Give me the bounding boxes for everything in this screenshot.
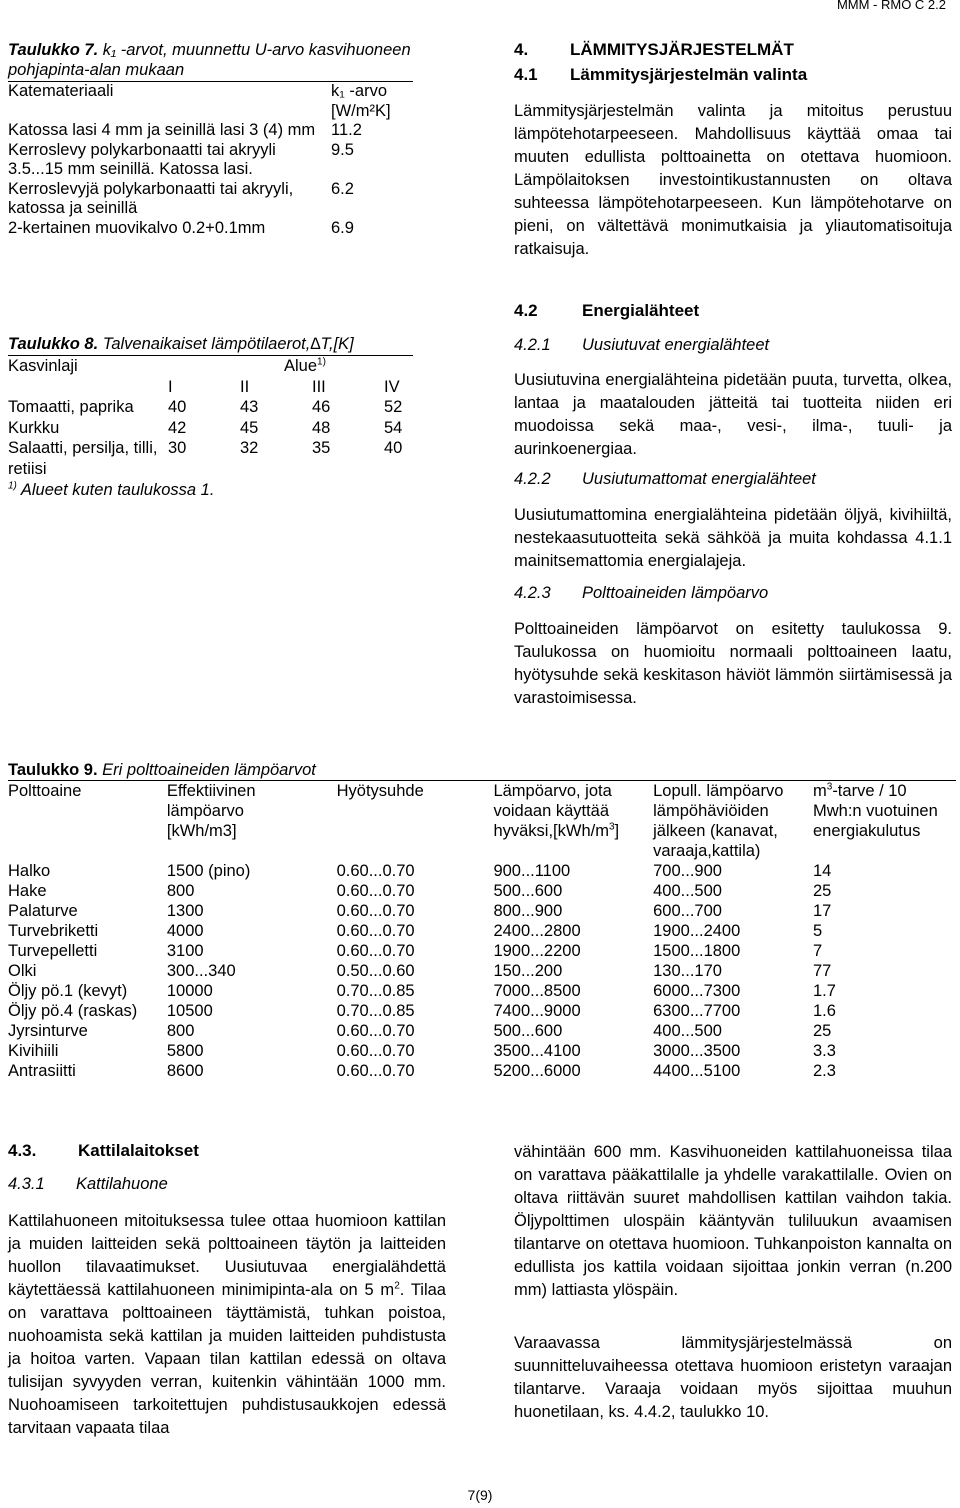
table9-header-usable-end: ] xyxy=(614,822,620,840)
table9-cell: 400...500 xyxy=(653,1022,722,1040)
table8-cell: 35 xyxy=(312,439,331,457)
table9-header-final-text: Lopull. lämpöarvo lämpöhäviöiden jälkeen (kanavat, varaaja,kattila) xyxy=(653,782,784,860)
table8-cell: 42 xyxy=(168,418,187,437)
table9 xyxy=(8,781,953,1081)
section-4-1-text: Lämmitysjärjestelmän valinta ja mitoitus perustuu lämpötehotarpeeseen. Mahdollisuus käyttää omaa tai muuten edullista polttoainetta on otettava huomioon. Lämpölaitoksen investointikustannusten on oltava suhteessa lämpötehotarpeeseen. Kun lämpötehotarve on pieni, on vältettävä monimutkaisia ja yliautomatisoituja ratkaisuja. xyxy=(514,102,952,258)
table8-footnote-mark: 1) xyxy=(8,480,17,492)
table9-cell-fuel: Turvepelletti xyxy=(8,942,98,960)
table9-cell-fuel: Turvebriketti xyxy=(8,922,99,940)
section-4-2-2-title: Uusiutumattomat energialähteet xyxy=(582,470,816,488)
section-4-1-title: Lämmitysjärjestelmän valinta xyxy=(570,65,808,84)
table9-cell: 6000...7300 xyxy=(653,982,741,1000)
table-row xyxy=(8,921,953,941)
section-4-number: 4. xyxy=(514,40,529,59)
section-4-3-1-text-sup: 2 xyxy=(394,1280,400,1292)
section-4-2-title: Energialähteet xyxy=(582,301,700,320)
table-row xyxy=(8,438,413,479)
table9-cell: 500...600 xyxy=(493,1022,563,1040)
table9-cell: 5 xyxy=(813,922,823,940)
table9-cell: 0.60...0.70 xyxy=(336,942,415,960)
table-row xyxy=(8,961,953,981)
table9-cell: 5200...6000 xyxy=(493,1062,581,1080)
section-4-2-3-title: Polttoaineiden lämpöarvo xyxy=(582,584,769,602)
table8-cell: 30 xyxy=(168,439,187,457)
table8-zone: II xyxy=(240,377,250,396)
table9-cell: 1.7 xyxy=(813,982,836,1000)
table9-cell: 900...1100 xyxy=(493,862,571,880)
table9-cell: 17 xyxy=(813,902,832,920)
table8-cell: 46 xyxy=(312,398,331,416)
table9-header-row xyxy=(8,781,953,861)
table7-cell-value: 11.2 xyxy=(331,121,362,139)
table9-header-eff-value xyxy=(167,781,337,861)
table9-cell: 700...900 xyxy=(653,862,722,880)
table8 xyxy=(8,356,413,479)
table9-cell: 7000...8500 xyxy=(493,982,581,1000)
table8-cell: 32 xyxy=(240,439,259,457)
table7-title xyxy=(8,40,418,80)
table8-zone: I xyxy=(168,377,173,396)
table8-cell: 43 xyxy=(240,398,259,416)
table9-cell-fuel: Öljy pö.4 (raskas) xyxy=(8,1002,138,1020)
table9-header-usable-text: Lämpöarvo, jota voidaan käyttää hyväksi,[kWh/m xyxy=(493,782,612,840)
table9-header-need-pre: m xyxy=(813,782,827,800)
table9-cell: 1900...2200 xyxy=(493,942,581,960)
table9-cell: 0.60...0.70 xyxy=(336,1042,415,1060)
section-4-2-number: 4.2 xyxy=(514,301,538,320)
section-4-2-1-heading xyxy=(514,336,769,355)
document-code: MMM - RMO C 2.2 xyxy=(836,0,946,12)
section-4-3-1-text-continued: vähintään 600 mm. Kasvihuoneiden kattilahuoneissa tilaa on varattava pääkattilalle ja yhdelle varakattilalle. Ovien on oltava riittävän suuret mahdollisen kattilan vaihdon takia. Öljypolttimen ulospäin kääntyvän tuliluukun avaamisen tilantarve on otettava huomioon. Tuhkanpoiston kannalta on edullista jos kattila voidaan sijoittaa jonkin verran (n.200 mm) lattiasta ylöspäin. xyxy=(514,1143,952,1299)
table8-caption: Talvenaikaiset lämpötilaerot,∆T,[K] xyxy=(102,335,354,353)
section-4-2-3-text: Polttoaineiden lämpöarvot on esitetty taulukossa 9. Taulukossa on huomioitu normaali polttoaineen laatu, hyötysuhde sekä keskitason häviöt lämmön siirtämisessä ja varastoimisessa. xyxy=(514,620,952,707)
table8-cell-name: Salaatti, persilja, tilli, retiisi xyxy=(8,439,158,478)
table8-zone-row xyxy=(8,377,413,398)
table7-label: Taulukko 7. xyxy=(8,41,99,59)
table8-header-zone xyxy=(168,356,413,377)
table7-cell-material: Kerroslevy polykarbonaatti tai akryyli 3.5...15 mm seinillä. Katossa lasi. xyxy=(8,140,276,178)
table-row xyxy=(8,397,413,418)
table8-title xyxy=(8,334,418,354)
table7-header-row xyxy=(8,82,413,121)
table9-cell: 800...900 xyxy=(493,902,563,920)
table9-cell-fuel: Halko xyxy=(8,862,51,880)
table9-cell: 5800 xyxy=(166,1042,204,1060)
table8-zone: IV xyxy=(384,377,400,396)
table9-label: Taulukko 9. xyxy=(8,761,98,779)
table-row xyxy=(8,1021,953,1041)
table7-cell-material: Katossa lasi 4 mm ja seinillä lasi 3 (4) mm xyxy=(8,121,316,139)
table9-cell-fuel: Kivihiili xyxy=(8,1042,59,1060)
section-4-3-title: Kattilalaitokset xyxy=(78,1141,199,1160)
table9-cell: 0.60...0.70 xyxy=(336,882,415,900)
table9-cell: 800 xyxy=(166,1022,195,1040)
table9-cell: 1500 (pino) xyxy=(166,862,251,880)
table9-header-need-sup: 3 xyxy=(826,781,833,793)
page-header xyxy=(0,0,960,14)
section-4-1-heading xyxy=(514,65,807,85)
table9-cell: 4400...5100 xyxy=(653,1062,741,1080)
table-row xyxy=(8,219,413,239)
table8-zone-footnote-mark: 1) xyxy=(317,356,326,368)
table9-cell: 7 xyxy=(813,942,823,960)
table-row xyxy=(8,981,953,1001)
table7-cell-value: 6.2 xyxy=(331,179,354,198)
table9-header-fuel: Polttoaine xyxy=(8,782,82,800)
table9-header-efficiency: Hyötysuhde xyxy=(336,782,424,800)
table8-header-row xyxy=(8,356,413,377)
table9-cell: 25 xyxy=(813,882,832,900)
table9-cell: 10500 xyxy=(166,1002,213,1020)
table9-cell: 1900...2400 xyxy=(653,922,741,940)
table7-caption: k₁ -arvot, muunnettu U-arvo kasvihuoneen pohjapinta-alan mukaan xyxy=(8,41,411,79)
section-4-2-2-text: Uusiutumattomina energialähteina pidetään öljyä, kivihiiltä, nestekaasutuotteita sekä sähköä ja muita kohdassa 4.1.1 mainitsemattomia energialajeja. xyxy=(514,506,952,570)
section-4-2-1-number: 4.2.1 xyxy=(514,336,551,354)
table8-zone-label: Alue xyxy=(284,357,318,375)
table9-cell-fuel: Olki xyxy=(8,962,37,980)
section-4-1-number: 4.1 xyxy=(514,65,538,84)
table9-header-eff-value-text: Effektiivinen lämpöarvo [kWh/m3] xyxy=(166,782,256,840)
table-row xyxy=(8,418,413,439)
table9-cell: 0.60...0.70 xyxy=(336,1022,415,1040)
table9-cell: 500...600 xyxy=(493,882,563,900)
section-4-2-2-number: 4.2.2 xyxy=(514,470,551,488)
table9-header-need xyxy=(813,781,953,861)
table7 xyxy=(8,82,413,238)
section-4-3-1-number: 4.3.1 xyxy=(8,1175,45,1193)
table9-cell: 150...200 xyxy=(493,962,563,980)
section-4-heading xyxy=(514,40,794,60)
table9-cell: 130...170 xyxy=(653,962,722,980)
table9-cell: 1300 xyxy=(166,902,204,920)
section-4-2-1-title: Uusiutuvat energialähteet xyxy=(582,336,770,354)
table8-cell-name: Kurkku xyxy=(8,418,60,437)
table9-cell-fuel: Hake xyxy=(8,882,47,900)
table8-footnote-text: Alueet kuten taulukossa 1. xyxy=(20,481,215,499)
table9-cell: 0.50...0.60 xyxy=(336,962,415,980)
table8-cell: 40 xyxy=(384,439,403,457)
table-row xyxy=(8,141,413,180)
table9-cell: 400...500 xyxy=(653,882,722,900)
table-row xyxy=(8,941,953,961)
table9-cell: 3500...4100 xyxy=(493,1042,581,1060)
table-row xyxy=(8,1061,953,1081)
table9-cell: 0.60...0.70 xyxy=(336,902,415,920)
table7-header-value: k₁ -arvo [W/m²K] xyxy=(331,82,391,120)
table8-footnote xyxy=(8,480,214,500)
table8-header-species: Kasvinlaji xyxy=(8,357,78,375)
page-number: 7(9) xyxy=(467,1487,493,1503)
section-4-2-3-heading xyxy=(514,584,768,603)
section-4-3-1-text-a: Kattilahuoneen mitoituksessa tulee ottaa huomioon kattilan ja muiden laitteiden sekä polttoaineen täytön ja laitteiden huollon tilavaatimukset. Uusiutuvaa energialähdettä käytettäessä kattilahuoneen minimipinta-ala on 5 m xyxy=(8,1212,446,1299)
table7-cell-value: 6.9 xyxy=(331,218,354,237)
table9-cell: 14 xyxy=(813,862,832,880)
table9-cell: 0.60...0.70 xyxy=(336,922,415,940)
table8-cell: 54 xyxy=(384,418,403,437)
table9-cell: 7400...9000 xyxy=(493,1002,581,1020)
table7-cell-value: 9.5 xyxy=(331,140,354,159)
table-row xyxy=(8,1001,953,1021)
section-4-2-3-number: 4.2.3 xyxy=(514,584,551,602)
table9-cell: 0.70...0.85 xyxy=(336,1002,415,1020)
table9-cell: 6300...7700 xyxy=(653,1002,741,1020)
table7-cell-material: 2-kertainen muovikalvo 0.2+0.1mm xyxy=(8,218,266,237)
table9-cell: 1500...1800 xyxy=(653,942,741,960)
table9-cell: 2400...2800 xyxy=(493,922,581,940)
table9-header-usable xyxy=(493,781,653,861)
table9-cell-fuel: Öljy pö.1 (kevyt) xyxy=(8,982,128,1000)
table9-cell: 600...700 xyxy=(653,902,722,920)
table9-cell: 4000 xyxy=(166,922,204,940)
section-4-3-1-text-b: . Tilaa on varattava polttoaineen täyttämistä, tuhkan poistoa, nuohoamista sekä kattilan ja muiden laitteiden puhdistusta ja hoitoa varten. Vapaan tilan kattilan edessä on oltava tulisijan syvyyden verran, kuitenkin vähintään 1000 mm. Nuohoamiseen tarkoitettujen puhdistusaukkojen edessä tarvitaan vapaata tilaa xyxy=(8,1281,446,1437)
table-row xyxy=(8,1041,953,1061)
table7-header-material: Katemateriaali xyxy=(8,82,114,100)
table9-header-usable-sup: 3 xyxy=(608,821,615,833)
table9-cell: 0.70...0.85 xyxy=(336,982,415,1000)
section-4-2-heading xyxy=(514,301,699,321)
table-row xyxy=(8,121,413,141)
table9-cell-fuel: Jyrsinturve xyxy=(8,1022,88,1040)
table9-cell: 300...340 xyxy=(166,962,236,980)
section-4-3-1-title: Kattilahuone xyxy=(76,1175,168,1193)
section-4-3-number: 4.3. xyxy=(8,1141,37,1160)
section-4-3-1-text-storage: Varaavassa lämmitysjärjestelmässä on suunnitteluvaiheessa otettava huomioon eristetyn varaajan tilantarve. Varaaja voidaan myös sijoittaa muuhun huonetilaan, ks. 4.4.2, taulukko 10. xyxy=(514,1334,952,1421)
table8-cell: 52 xyxy=(384,398,403,416)
table9-cell: 800 xyxy=(166,882,195,900)
table-row xyxy=(8,881,953,901)
table8-zone: III xyxy=(312,377,326,396)
table9-cell: 3100 xyxy=(166,942,204,960)
table8-cell-name: Tomaatti, paprika xyxy=(8,398,134,416)
table-row xyxy=(8,901,953,921)
table9-cell: 8600 xyxy=(166,1062,204,1080)
table9-cell: 10000 xyxy=(166,982,213,1000)
section-4-3-heading xyxy=(8,1141,199,1161)
table8-cell: 45 xyxy=(240,418,259,437)
table9-cell: 25 xyxy=(813,1022,832,1040)
table8-cell: 40 xyxy=(168,398,187,416)
section-4-3-1-heading xyxy=(8,1175,168,1194)
table7-cell-material: Kerroslevyjä polykarbonaatti tai akryyli, katossa ja seinillä xyxy=(8,179,294,217)
table9-cell: 2.3 xyxy=(813,1062,836,1080)
section-4-title: LÄMMITYSJÄRJESTELMÄT xyxy=(570,40,794,59)
table9-cell-fuel: Antrasiitti xyxy=(8,1062,76,1080)
table9-caption: Eri polttoaineiden lämpöarvot xyxy=(102,761,316,779)
section-4-3-1-text xyxy=(8,1210,446,1440)
section-4-2-2-heading xyxy=(514,470,816,489)
table8-label: Taulukko 8. xyxy=(8,335,99,353)
table-row xyxy=(8,180,413,219)
table9-cell: 0.60...0.70 xyxy=(336,1062,415,1080)
table9-title xyxy=(8,760,316,780)
table9-cell: 3000...3500 xyxy=(653,1042,741,1060)
table9-cell: 0.60...0.70 xyxy=(336,862,415,880)
table9-cell: 1.6 xyxy=(813,1002,836,1020)
table9-cell: 3.3 xyxy=(813,1042,836,1060)
section-4-2-1-text: Uusiutuvina energialähteina pidetään puuta, turvetta, olkea, lantaa ja maatalouden jätteitä tai tuotteita niiden eri muodoissa sekä maa-, vesi-, ilma-, tuuli- ja aurinkoenergiaa. xyxy=(514,371,952,458)
table8-cell: 48 xyxy=(312,418,331,437)
table9-header-need-text: -tarve / 10 Mwh:n vuotuinen energiakulutus xyxy=(813,782,938,840)
table9-header-final xyxy=(653,781,813,861)
table9-cell-fuel: Palaturve xyxy=(8,902,78,920)
table-row xyxy=(8,861,953,881)
table9-cell: 77 xyxy=(813,962,832,980)
